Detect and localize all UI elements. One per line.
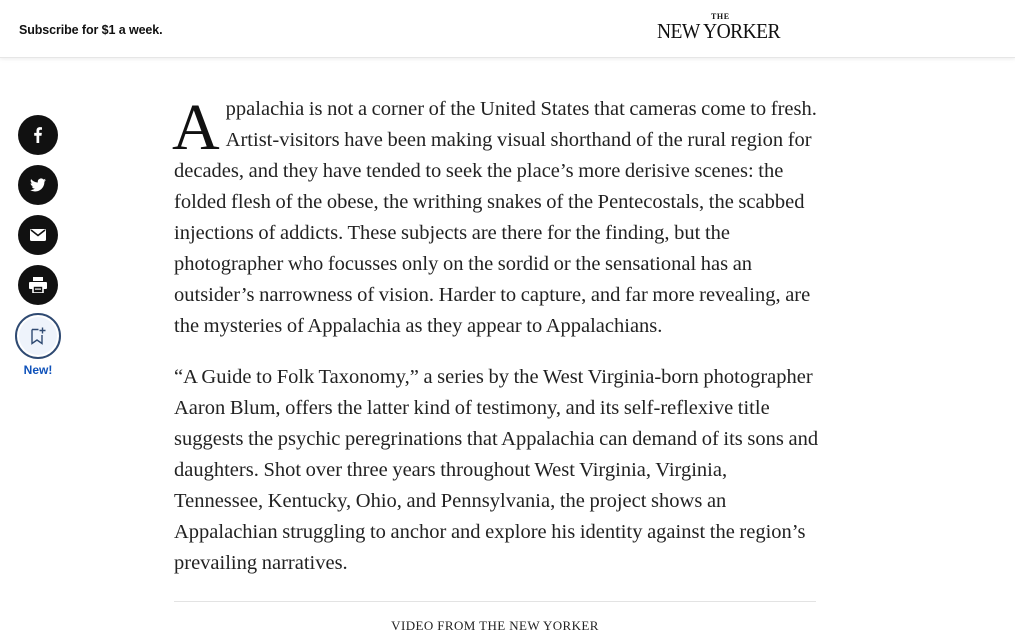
video-section-label: VIDEO FROM THE NEW YORKER — [391, 618, 599, 633]
site-header — [0, 0, 1015, 58]
print-button[interactable] — [18, 265, 58, 305]
facebook-share-button[interactable] — [18, 115, 58, 155]
article-paragraph — [172, 91, 819, 342]
paragraph-text: ppalachia is not a corner of the United States that cameras come to fresh. Artist-visitors have been making visual shorthand of the rural region for decades, and they have tended to seek the place’s more derisive scenes: the folded flesh of the obese, the writhing snakes of the Pentecostals, the scabbed injections of addicts. These subjects are there for the finding, but the photographer who focusses only on the sordid or the sensational has an outsider’s narrowness of vision. Harder to capture, and far more revealing, are the mysteries of Appalachia as they appear to Appalachians. — [174, 98, 817, 337]
logo-the-text: THE — [711, 12, 730, 21]
article-paragraph: “A Guide to Folk Taxonomy,” a series by the West Virginia-born photographer Aaron Blum, offers the latter kind of testimony, and its self-reflexive title suggests the psychic peregrinations that Appalachia can demand of its sons and daughters. Shot over three years throughout West Virginia, Virginia, Tennessee, Kentucky, Ohio, and Pennsylvania, the project shows an Appalachian struggling to anchor and explore his identity against the region’s prevailing narratives. — [174, 366, 819, 574]
save-article-button[interactable] — [15, 313, 61, 359]
email-share-button[interactable] — [18, 215, 58, 255]
facebook-icon — [30, 127, 46, 143]
new-yorker-logo[interactable] — [657, 12, 781, 42]
bookmark-add-icon — [30, 327, 46, 345]
section-divider — [174, 601, 816, 602]
subscribe-link[interactable]: Subscribe for $1 a week. — [19, 23, 163, 37]
email-icon — [30, 229, 46, 241]
new-badge: New! — [23, 363, 53, 377]
print-icon — [29, 277, 47, 293]
article-body — [172, 91, 819, 579]
drop-cap: A — [172, 91, 220, 164]
logo-name-text: NEW YORKER — [657, 19, 780, 43]
twitter-share-button[interactable] — [18, 165, 58, 205]
twitter-icon — [30, 178, 46, 192]
